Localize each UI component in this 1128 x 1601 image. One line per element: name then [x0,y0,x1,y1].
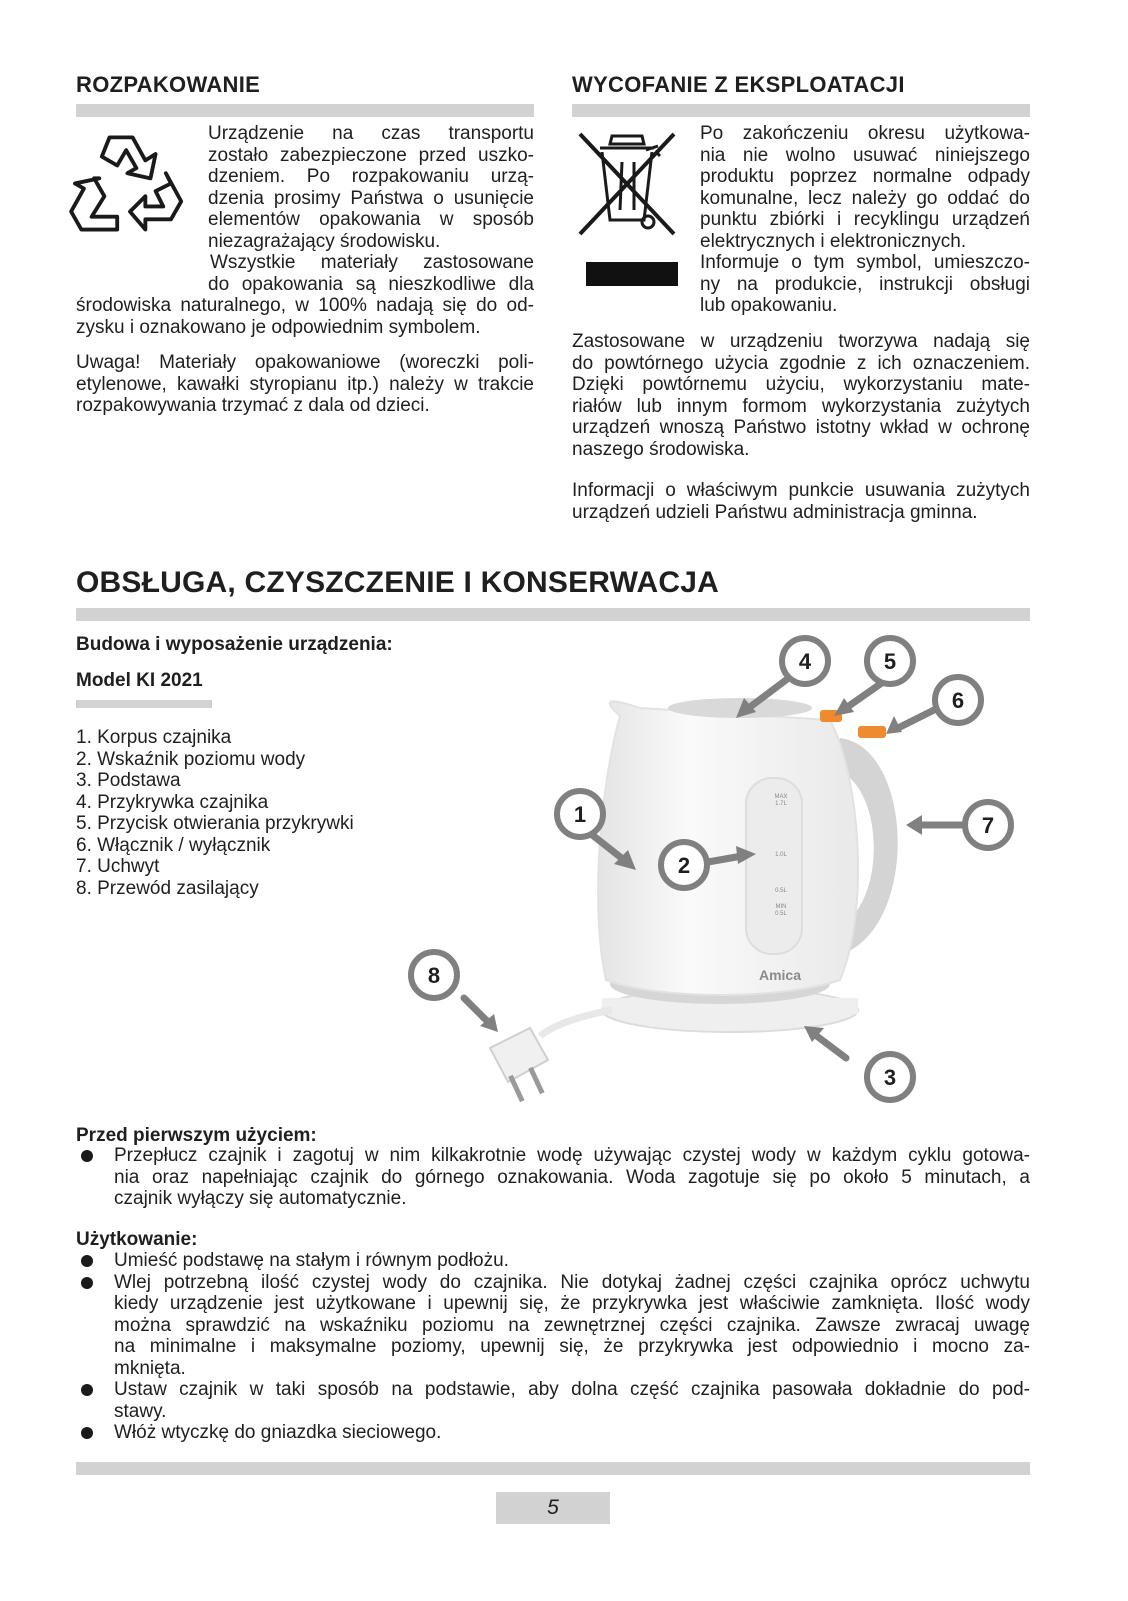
disposal-title-bar [572,104,1030,117]
disposal-line: lub opakowaniu. [700,295,838,316]
list-item: 3. Podstawa [76,770,181,791]
list-item [76,1145,1030,1210]
operation-title: OBSŁUGA, CZYSZCZENIE I KONSERWACJA [76,566,719,599]
unpacking-line: zysku i oznakowano je odpowiednim symbolem. [76,316,481,338]
disposal-line: Informacji o właściwym punkcie usuwania zużytych [572,480,1030,501]
list-item-line: Ustaw czajnik w taki sposób na podstawie, aby dolna część czajnika pasowała dokładnie do pod- [114,1379,1030,1400]
bullet-icon [81,1255,93,1267]
svg-text:8: 8 [427,963,441,988]
recycle-icon [66,122,194,250]
unpacking-line: zostało zabezpieczone przed uszko- [208,144,534,166]
unpacking-title-bar [76,104,534,117]
unpacking-line: dzeniem. Po rozpakowaniu urzą- [208,166,534,187]
list-item: 8. Przewód zasilający [76,877,259,899]
unpacking-para2-full [76,295,534,338]
svg-text:7: 7 [981,813,995,838]
svg-text:5: 5 [883,649,897,674]
unpacking-para2-indent [208,252,534,295]
scale-mark: 0.5L [775,911,787,917]
disposal-line: urządzeń udzieli Państwu administracja gminna. [572,501,978,523]
unpacking-para1 [208,123,534,252]
callout-7 [965,802,1011,848]
callout-6 [935,677,981,723]
disposal-line: riałów lub innym formom wykorzystania zużytych [572,395,1030,417]
arrowhead-7 [906,815,922,835]
water-level-window [746,778,802,954]
warning-line: Uwaga! Materiały opakowaniowe (woreczki poli- [76,352,534,373]
list-item-line: Umieść podstawę na stałym i równym podłożu. [114,1250,509,1271]
scale-mark: 1.7L [775,801,787,807]
disposal-line: nia nie wolno usuwać niniejszego [700,144,1030,166]
disposal-line: komunalne, lecz należy go oddać do [700,187,1030,209]
arrow-8 [464,998,490,1024]
list-item-line: mknięta. [114,1357,186,1379]
kettle-brand-logo: Amica [758,967,802,983]
list-item-line: czajnik wyłączy się automatycznie. [114,1188,407,1209]
scale-mark: MIN [775,904,787,910]
svg-text:4: 4 [798,649,812,674]
bullet-icon [81,1277,93,1289]
warning-line: etylenowe, kawałki styropianu itp.) należy w trakcie [76,373,534,395]
disposal-para3 [572,480,1030,523]
callout-8 [411,952,457,998]
scale-mark: MAX [774,794,788,800]
list-item: 7. Uchwyt [76,856,160,877]
warning-line: rozpakowywania trzymać z dala od dzieci. [76,395,430,416]
list-item-line: nia oraz napełniając czajnik do górnego oznakowania. Woda zagotuje się po około 5 minutach, a [114,1166,1030,1188]
unpacking-line: do opakowania są nieszkodliwe dla [208,273,534,295]
disposal-line: ny na produkcie, instrukcji obsługi [700,273,1030,295]
usage-list [76,1250,1030,1444]
kettle-illustration [400,628,1040,1123]
bullet-icon [81,1427,93,1439]
build-heading: Budowa i wyposażenie urządzenia: [76,634,393,655]
list-item-line: Włóż wtyczkę do gniazdka sieciowego. [114,1422,442,1443]
list-item-line: Przepłucz czajnik i zagotuj w nim kilkakrotnie wodę używając czystej wody w każdym cyklu gotowa- [114,1145,1030,1166]
list-item-line: stawy. [114,1400,167,1422]
disposal-line: Dzięki powtórnemu użyciu, wykorzystaniu mate- [572,374,1030,395]
list-item-line: na minimalne i maksymalne poziomy, upewnij się, że przykrywka jest odpowiednio i mocno za- [114,1336,1030,1357]
callout-1 [557,791,603,837]
unpacking-line: Wszystkie materiały zastosowane [210,252,534,273]
list-item [76,1422,1030,1444]
list-item [76,1379,1030,1422]
unpacking-line: dzenia prosimy Państwa o usunięcie [208,187,534,209]
list-item-line: można sprawdzić na wskaźniku poziomu na zewnętrznej części czajnika. Zawsze zwracaj uwagę [114,1314,1030,1336]
svg-text:1: 1 [573,802,587,827]
disposal-line: elektrycznych i elektronicznych. [700,230,967,252]
svg-text:2: 2 [677,853,691,878]
footer-bar [76,1462,1030,1475]
callout-3 [867,1054,913,1100]
list-item: 6. Włącznik / wyłącznik [76,834,271,856]
disposal-line: produktu poprzez normalne odpady [700,166,1030,187]
list-item-line: kiedy urządzenie jest użytkowane i upewnij się, że przykrywka jest właściwie zamknięta. Ilość wody [114,1293,1030,1314]
list-item: 1. Korpus czajnika [76,727,232,748]
usage-heading: Użytkowanie: [76,1229,198,1250]
scale-mark: 0.5L [775,888,787,894]
unpacking-line: Urządzenie na czas transportu [208,123,534,144]
operation-title-bar [76,608,1030,621]
first-use-list [76,1145,1030,1210]
disposal-line: punktu zbiórki i recyklingu urządzeń [700,209,1030,230]
first-use-heading: Przed pierwszym użyciem: [76,1125,317,1146]
list-item [76,1250,1030,1272]
kettle-body [598,701,858,995]
list-item: 4. Przykrywka czajnika [76,791,269,813]
disposal-title: WYCOFANIE Z EKSPLOATACJI [572,72,905,97]
crossed-bin-icon [572,122,682,292]
page-number: 5 [496,1492,610,1524]
power-plug [490,1028,548,1102]
callout-4 [782,638,828,684]
list-item [76,1272,1030,1380]
svg-text:3: 3 [883,1065,897,1090]
disposal-line: Zastosowane w urządzeniu tworzywa nadają się [572,331,1030,352]
list-item: 2. Wskaźnik poziomu wody [76,748,306,770]
disposal-line: Informuje o tym symbol, umieszczo- [700,252,1030,273]
on-off-switch [858,726,886,738]
disposal-para1 [700,123,1030,317]
model-underline-bar [76,700,212,708]
model-label: Model KI 2021 [76,670,203,691]
bullet-icon [81,1384,93,1396]
list-item-line: Wlej potrzebną ilość czystej wody do czajnika. Nie dotykaj żadnej części czajnika oprócz uchwytu [114,1271,1030,1293]
disposal-line: naszego środowiska. [572,438,750,460]
bullet-icon [81,1150,93,1162]
power-cord [540,1010,612,1036]
disposal-para2 [572,331,1030,460]
callout-2 [661,842,707,888]
list-item: 5. Przycisk otwierania przykrywki [76,813,354,834]
unpacking-title: ROZPAKOWANIE [76,72,261,97]
arrow-3 [814,1034,846,1058]
callout-5 [867,638,913,684]
unpacking-line: środowiska naturalnego, w 100% nadają się do od- [76,295,534,316]
unpacking-line: niezagrażający środowisku. [208,230,441,252]
disposal-line: urządzeń wnoszą Państwo istotny wkład w ochronę [572,417,1030,438]
svg-text:6: 6 [951,688,965,713]
unpacking-warning [76,352,534,417]
unpacking-line: elementów opakowania w sposób [208,209,534,230]
disposal-line: Po zakończeniu okresu użytkowa- [700,123,1030,144]
arrow-6 [898,710,934,728]
disposal-line: do powtórnego użycia zgodnie z ich oznaczeniem. [572,352,1030,374]
scale-mark: 1.0L [775,852,787,858]
parts-list [76,727,354,899]
